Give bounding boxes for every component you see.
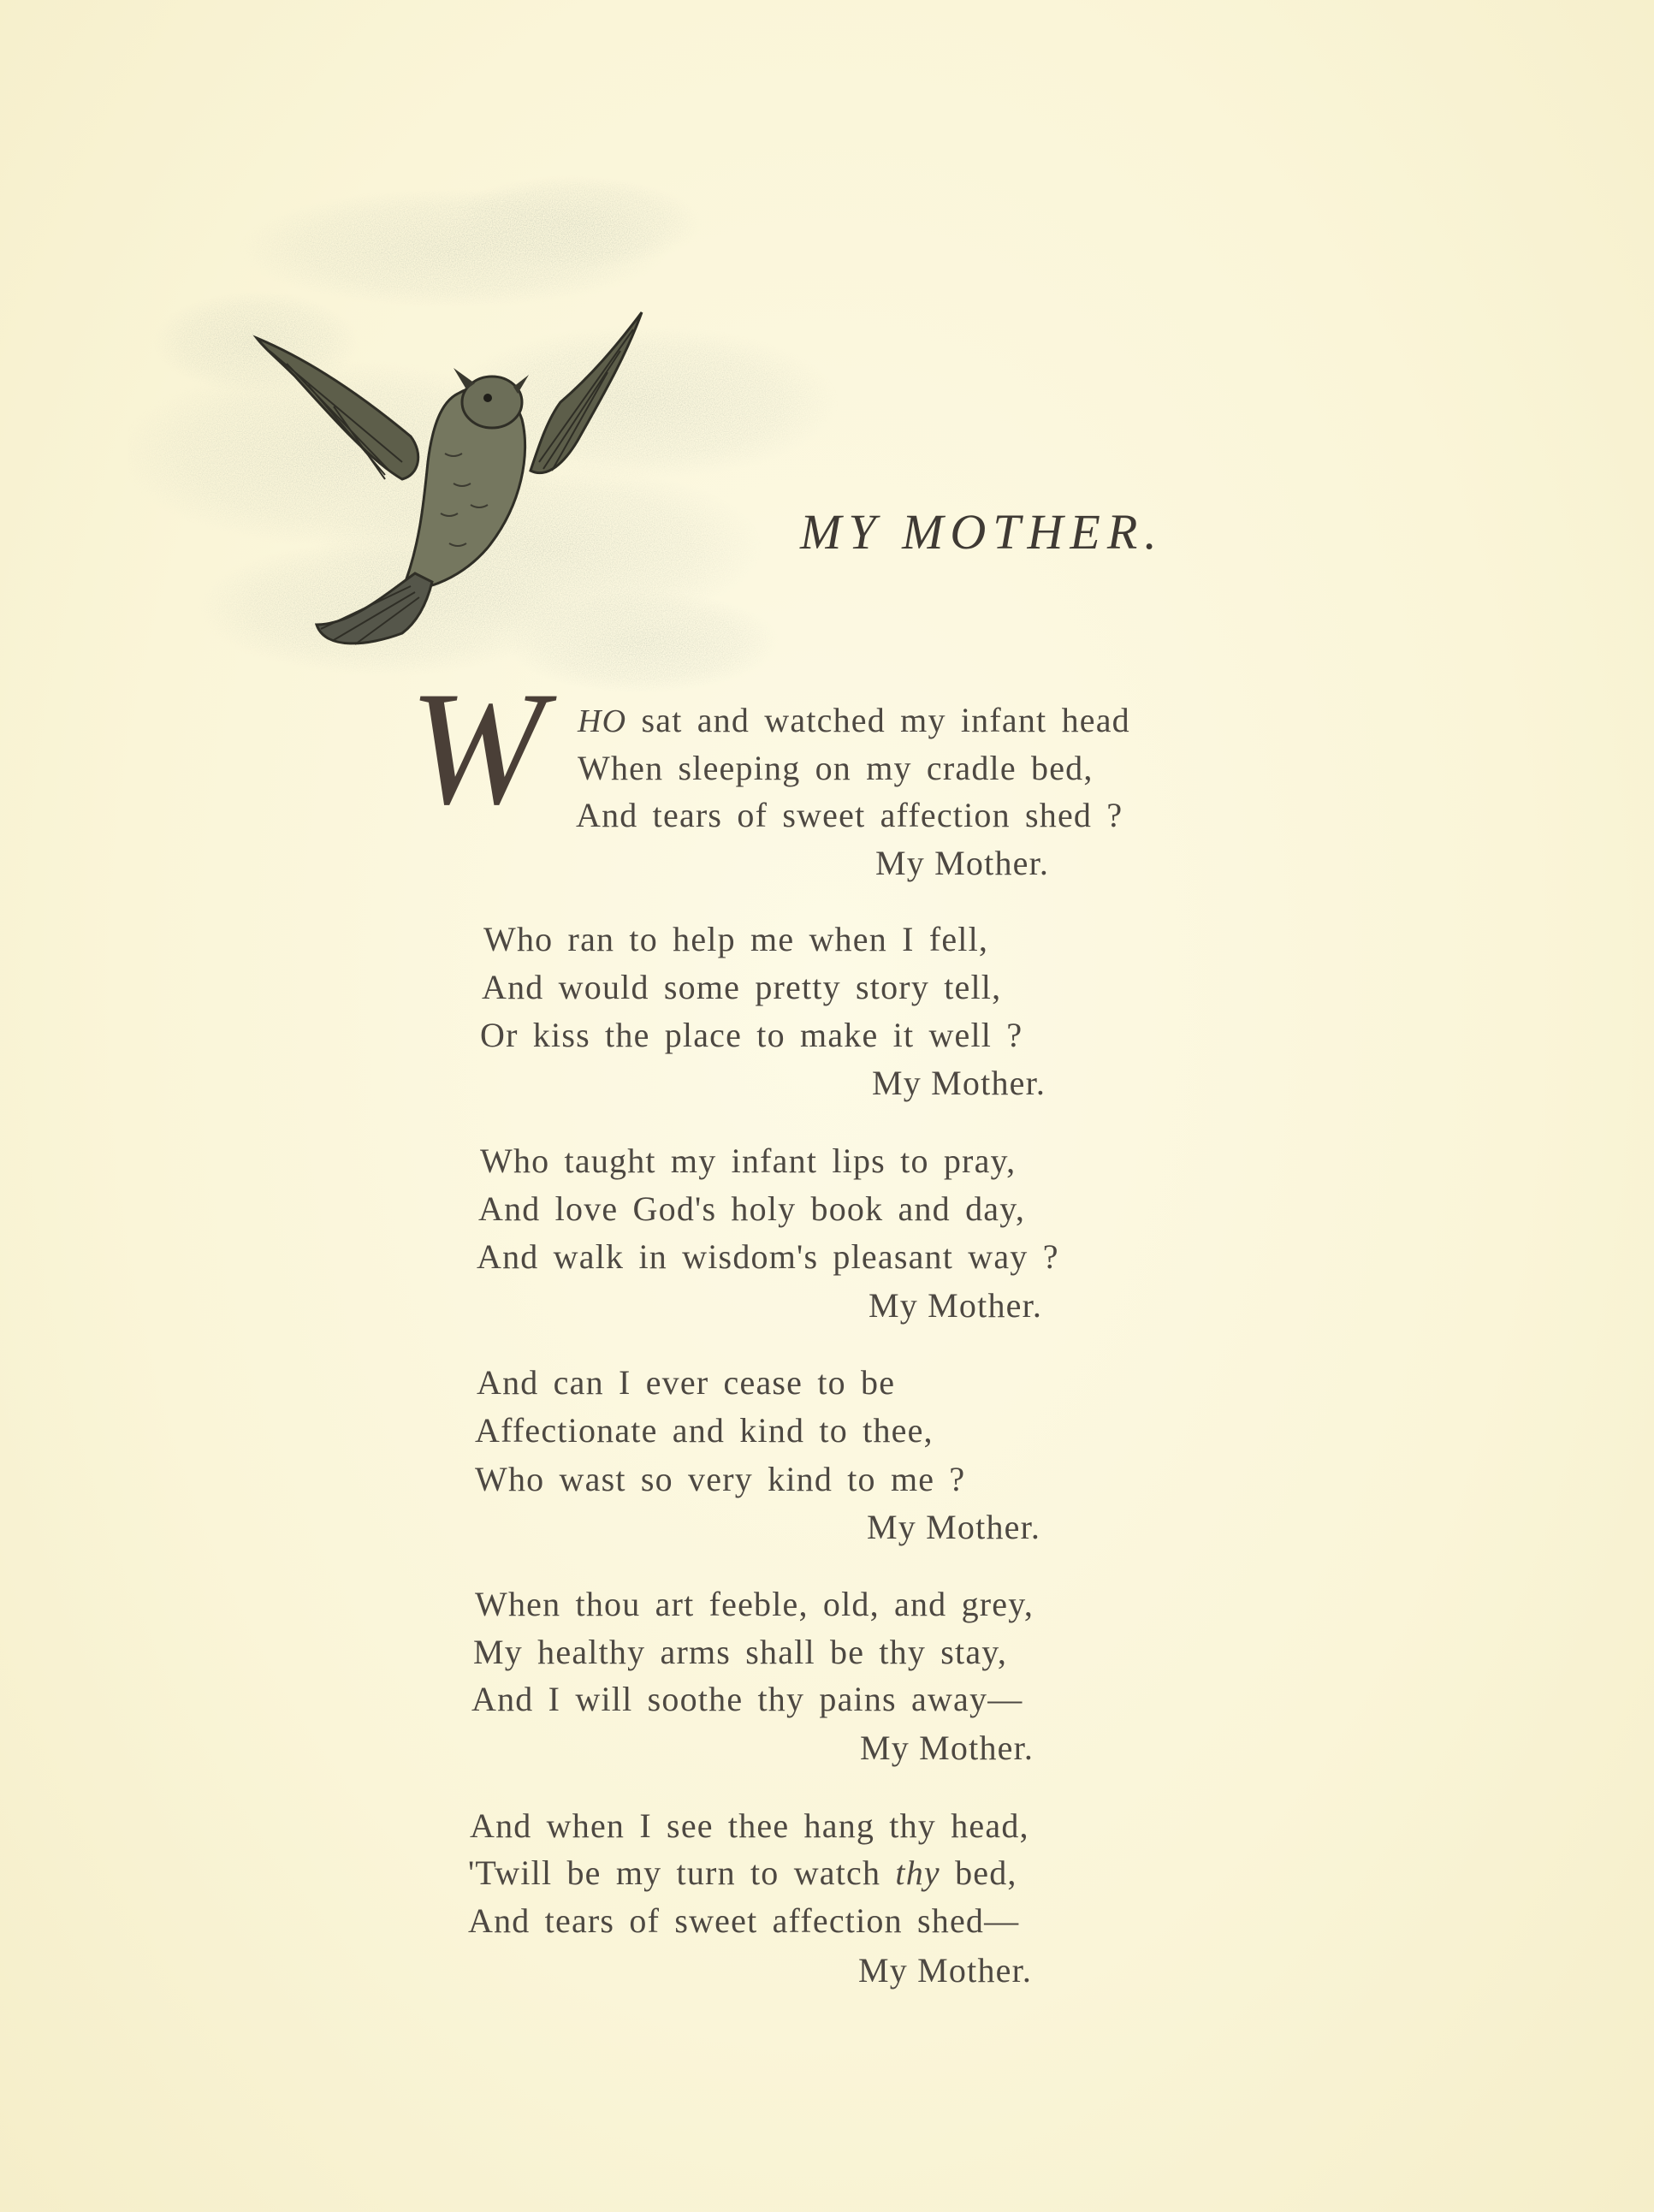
poem-line: Who taught my infant lips to pray, (480, 1142, 1017, 1180)
poem-line: My healthy arms shall be thy stay, (473, 1633, 1008, 1671)
poem-line: And tears of sweet affection shed— (468, 1901, 1020, 1940)
poem-line: And would some pretty story tell, (482, 968, 1002, 1006)
poem-line: And I will soothe thy pains away— (471, 1680, 1023, 1718)
poem-line: Affectionate and kind to thee, (475, 1411, 934, 1450)
poem-line: When thou art feeble, old, and grey, (475, 1585, 1034, 1623)
poem-line: Who wast so very kind to me ? (475, 1460, 966, 1498)
poem-refrain: My Mother. (867, 1508, 1041, 1546)
poem-line: And can I ever cease to be (477, 1363, 896, 1402)
poem-refrain: My Mother. (858, 1951, 1033, 1990)
poem-line: And walk in wisdom's pleasant way ? (477, 1237, 1059, 1276)
poem-line: HO sat and watched my infant head (578, 701, 1130, 739)
poem-refrain: My Mother. (875, 844, 1050, 882)
poem-refrain: My Mother. (872, 1064, 1046, 1102)
poem-refrain: My Mother. (868, 1286, 1043, 1325)
drop-cap: W (409, 659, 545, 839)
poem-line: And when I see thee hang thy head, (470, 1806, 1029, 1845)
poem-line: Or kiss the place to make it well ? (480, 1016, 1023, 1054)
poem-line: 'Twill be my turn to watch thy bed, (468, 1853, 1017, 1892)
poem-line: And love God's holy book and day, (478, 1189, 1026, 1228)
poem-line: And tears of sweet affection shed ? (576, 796, 1123, 834)
bird-cloud-illustration (128, 145, 847, 710)
poem-line: When sleeping on my cradle bed, (578, 749, 1094, 787)
poem-line: Who ran to help me when I fell, (483, 920, 989, 958)
poem-title: MY MOTHER. (800, 504, 1164, 560)
poem-refrain: My Mother. (860, 1729, 1034, 1767)
